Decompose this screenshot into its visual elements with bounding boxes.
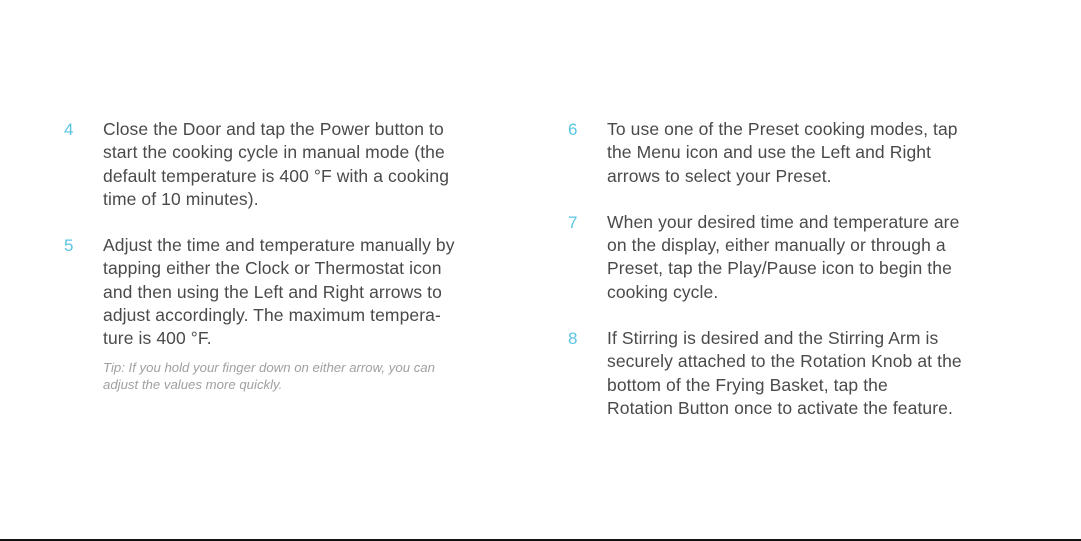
step-line: Close the Door and tap the Power button to bbox=[103, 119, 444, 139]
step-line: time of 10 minutes). bbox=[103, 188, 259, 209]
step-7 bbox=[568, 211, 1038, 304]
step-line: bottom of the Frying Basket, tap the bbox=[607, 374, 888, 395]
step-line: start the cooking cycle in manual mode (the bbox=[103, 142, 445, 163]
tip-note bbox=[103, 359, 514, 394]
step-number: 8 bbox=[568, 329, 578, 349]
step-line: cooking cycle. bbox=[607, 281, 719, 302]
step-line: and then using the Left and Right arrows to bbox=[103, 281, 442, 302]
tip-line: Tip: If you hold your finger down on either arrow, you can bbox=[103, 359, 435, 375]
tip-line: adjust the values more quickly. bbox=[103, 377, 283, 393]
left-column bbox=[64, 118, 514, 417]
step-text bbox=[607, 327, 1038, 420]
step-line: arrows to select your Preset. bbox=[607, 165, 832, 186]
step-6 bbox=[568, 118, 1038, 188]
step-line: the Menu icon and use the Left and Right bbox=[607, 142, 932, 163]
step-text bbox=[103, 118, 514, 211]
step-line: Adjust the time and temperature manually by bbox=[103, 235, 455, 256]
step-text bbox=[607, 118, 1038, 188]
step-line: tapping either the Clock or Thermostat icon bbox=[103, 258, 442, 279]
step-line: To use one of the Preset cooking modes, tap bbox=[607, 119, 958, 139]
step-number: 6 bbox=[568, 120, 578, 139]
step-number: 4 bbox=[64, 120, 74, 139]
step-line: adjust accordingly. The maximum tempera- bbox=[103, 305, 441, 326]
step-line: Rotation Button once to activate the feature. bbox=[607, 397, 953, 418]
step-line: default temperature is 400 °F with a cooking bbox=[103, 165, 450, 186]
step-line: securely attached to the Rotation Knob at the bbox=[607, 351, 962, 372]
step-8 bbox=[568, 327, 1038, 420]
step-line: on the display, either manually or through a bbox=[607, 235, 946, 256]
right-column bbox=[568, 118, 1038, 443]
step-5 bbox=[64, 234, 514, 393]
step-text bbox=[607, 211, 1038, 304]
step-line: When your desired time and temperature are bbox=[607, 211, 960, 232]
step-number: 7 bbox=[568, 212, 578, 232]
step-text bbox=[103, 234, 514, 350]
step-line: If Stirring is desired and the Stirring Arm is bbox=[607, 328, 939, 349]
step-4 bbox=[64, 118, 514, 211]
step-line: Preset, tap the Play/Pause icon to begin the bbox=[607, 258, 952, 279]
step-number: 5 bbox=[64, 236, 74, 256]
step-line: ture is 400 °F. bbox=[103, 328, 212, 349]
